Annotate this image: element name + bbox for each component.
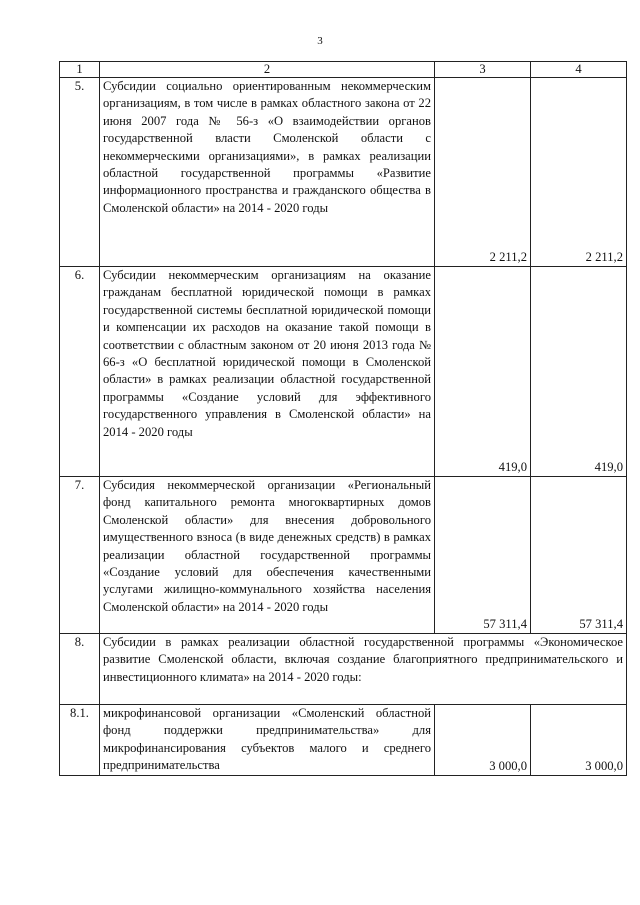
- row-description: Субсидии социально ориентированным некоммерческим организациям, в том числе в рамках областного закона от 22 июня 2007 года № 56-з «О взаимодействии органов государственной власти Смоленской области с некоммерческими организациями», в рамках реализации областной государственной программы «Развитие информационного пространства и гражданского общества в Смоленской области» на 2014 - 2020 годы: [100, 78, 435, 267]
- row-amount-col3: 3 000,0: [435, 705, 531, 776]
- page-number: 3: [317, 35, 323, 47]
- row-description: Субсидии в рамках реализации областной государственной программы «Экономическое развитие Смоленской области, включая создание благоприятного предпринимательского и инвестиционного климата» на 2014 - 2020 годы:: [100, 634, 627, 705]
- row-number: 8.1.: [60, 705, 100, 776]
- row-amount-col4: 419,0: [531, 267, 627, 477]
- header-cell: 4: [531, 62, 627, 78]
- row-number: 8.: [60, 634, 100, 705]
- row-description: Субсидия некоммерческой организации «Региональный фонд капитального ремонта многоквартирных домов Смоленской области» для внесения добровольного имущественного взноса (в виде денежных средств) в рамках реализации областной государственной программы «Создание условий для обеспечения качественными услугами жилищно-коммунального хозяйства населения Смоленской области» на 2014 - 2020 годы: [100, 477, 435, 634]
- header-cell: 2: [100, 62, 435, 78]
- table-row: [60, 634, 627, 705]
- table-row: [60, 78, 627, 267]
- row-amount-col3: 57 311,4: [435, 477, 531, 634]
- header-cell: 3: [435, 62, 531, 78]
- row-number: 5.: [60, 78, 100, 267]
- row-amount-col3: 2 211,2: [435, 78, 531, 267]
- table-row: [60, 705, 627, 776]
- table-header-row: [60, 62, 627, 78]
- row-number: 7.: [60, 477, 100, 634]
- row-amount-col4: 57 311,4: [531, 477, 627, 634]
- table-row: [60, 267, 627, 477]
- row-description: Субсидии некоммерческим организациям на оказание гражданам бесплатной юридической помощи в рамках государственной системы бесплатной юридической помощи и компенсации их расходов на оказание такой помощи в соответствии с областным законом от 20 июня 2013 года № 66-з «О бесплатной юридической помощи в Смоленской области» в рамках реализации областной государственной программы «Создание условий для эффективного государственного управления в Смоленской области» на 2014 - 2020 годы: [100, 267, 435, 477]
- table-row: [60, 477, 627, 634]
- header-cell: 1: [60, 62, 100, 78]
- row-description: микрофинансовой организации «Смоленский областной фонд поддержки предпринимательства» для микрофинансирования субъектов малого и среднего предпринимательства: [100, 705, 435, 776]
- row-number: 6.: [60, 267, 100, 477]
- budget-table: [59, 61, 627, 776]
- row-amount-col3: 419,0: [435, 267, 531, 477]
- row-amount-col4: 3 000,0: [531, 705, 627, 776]
- row-amount-col4: 2 211,2: [531, 78, 627, 267]
